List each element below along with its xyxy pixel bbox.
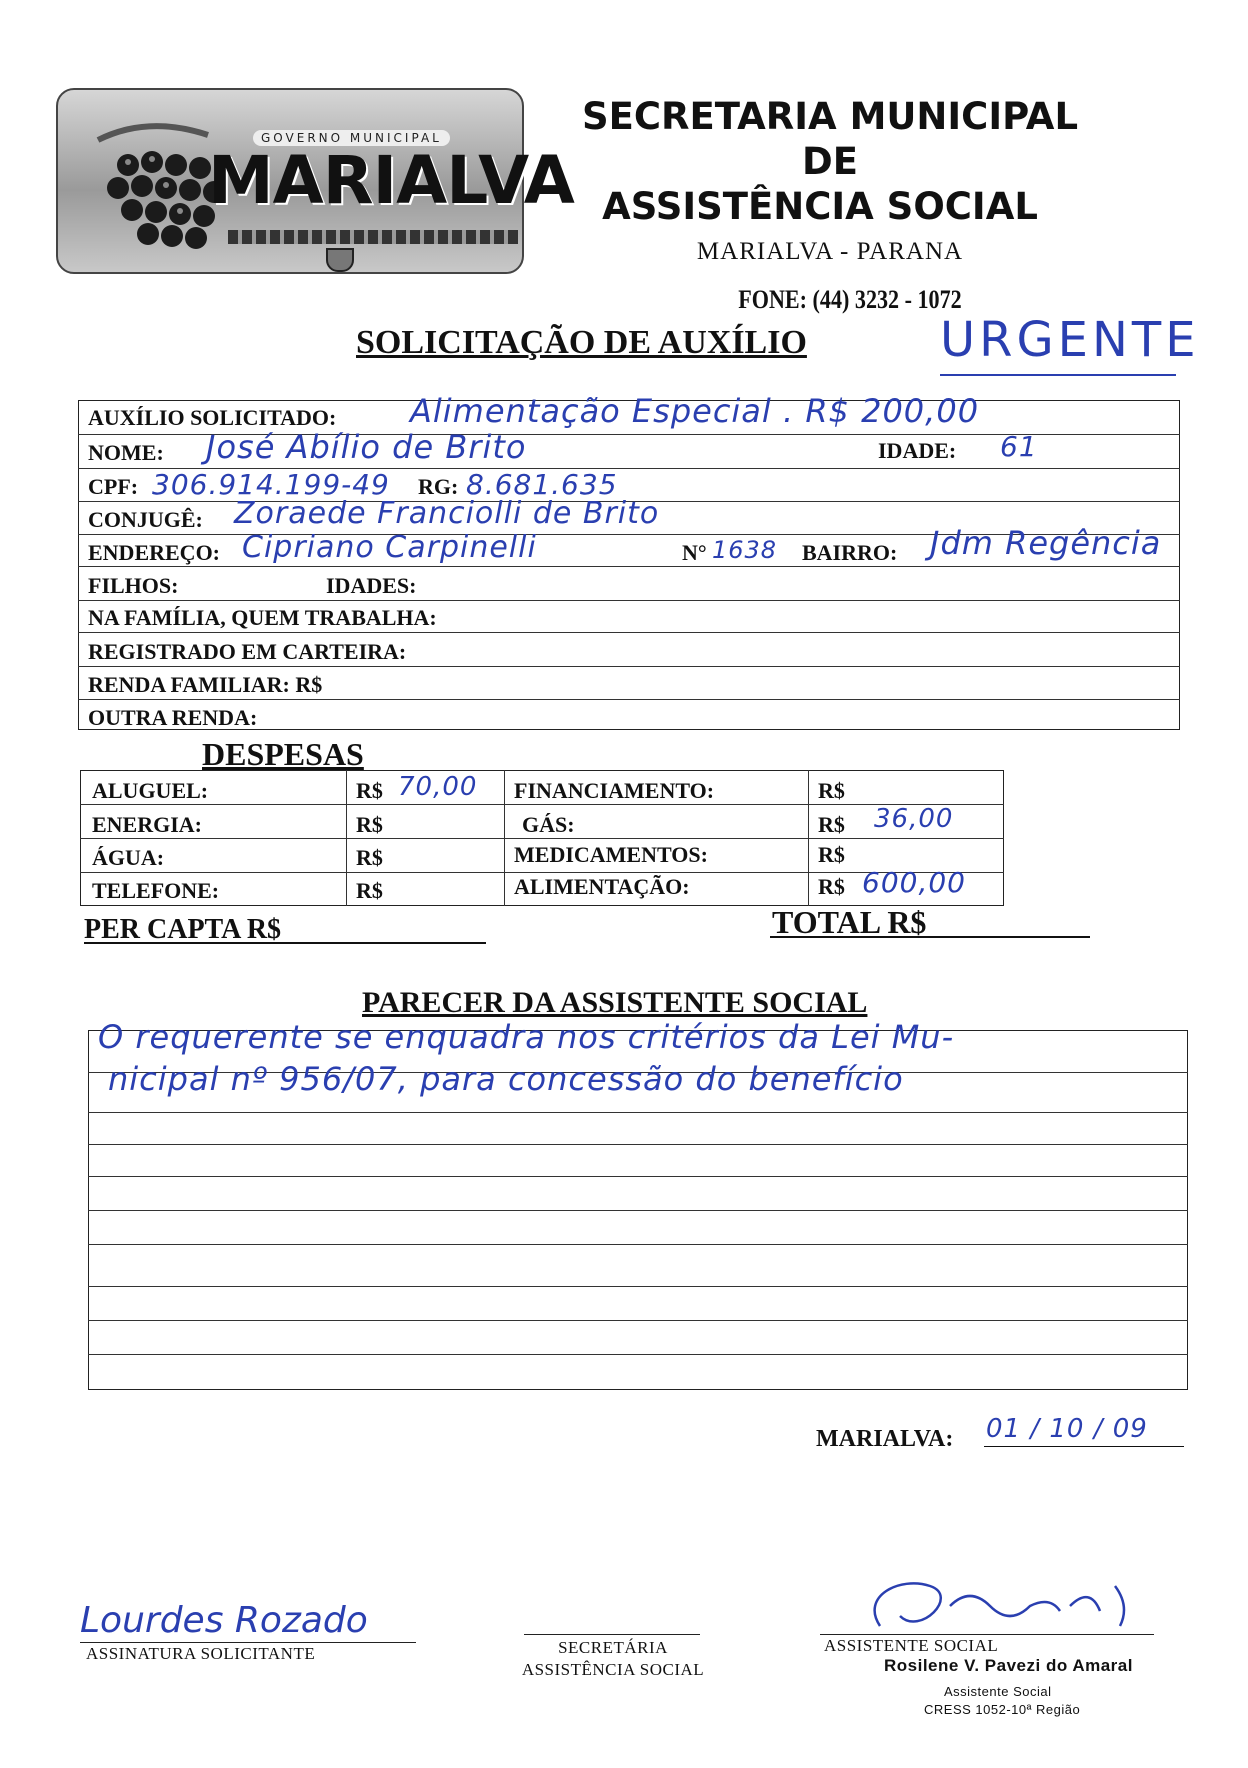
assistente-label: ASSISTENTE SOCIAL xyxy=(824,1636,999,1655)
secretaria-label-1: SECRETÁRIA xyxy=(558,1638,668,1657)
crest-icon xyxy=(326,248,354,272)
signature-line xyxy=(80,1642,416,1643)
bairro-label: BAIRRO: xyxy=(802,540,898,565)
total-line xyxy=(770,936,1090,938)
rg-value: 8.681.635 xyxy=(466,468,618,501)
table-col-divider xyxy=(808,770,809,906)
secretaria-label-2: ASSISTÊNCIA SOCIAL xyxy=(521,1660,705,1679)
row-divider xyxy=(78,632,1180,633)
urgent-underline xyxy=(940,374,1176,376)
header-line-1: SECRETARIA MUNICIPAL xyxy=(581,95,1079,138)
per-capta-label: PER CAPTA R$ xyxy=(84,914,282,945)
currency-label: R$ xyxy=(356,812,383,837)
currency-label: R$ xyxy=(818,812,845,837)
table-row-divider xyxy=(80,804,1004,805)
expense-value: 36,00 xyxy=(874,804,954,834)
nome-label: NOME: xyxy=(88,440,164,465)
nome-value: José Abílio de Brito xyxy=(206,428,527,466)
signature-line xyxy=(820,1634,1154,1635)
municipal-logo xyxy=(56,88,574,274)
parecer-line xyxy=(88,1112,1188,1113)
table-row-divider xyxy=(80,838,1004,839)
expense-label: ALUGUEL: xyxy=(92,778,209,803)
expense-label: TELEFONE: xyxy=(92,878,220,903)
parecer-line xyxy=(88,1210,1188,1211)
cpf-value: 306.914.199-49 xyxy=(152,468,390,501)
table-col-divider xyxy=(346,770,347,906)
logo-band xyxy=(228,230,518,244)
header-phone: FONE: (44) 3232 - 1072 xyxy=(738,285,962,314)
outra-renda-label: OUTRA RENDA: xyxy=(88,705,258,730)
header-line-2: DE xyxy=(802,140,858,183)
date-value: 01 / 10 / 09 xyxy=(986,1414,1148,1444)
row-divider xyxy=(78,566,1180,567)
cpf-label: CPF: xyxy=(88,474,139,499)
row-divider xyxy=(78,600,1180,601)
currency-label: R$ xyxy=(818,842,845,867)
expense-label: FINANCIAMENTO: xyxy=(514,778,715,803)
parecer-text-line-1: O requerente se enquadra nos critérios da Lei Mu- xyxy=(98,1018,955,1056)
renda-label: RENDA FAMILIAR: R$ xyxy=(88,672,323,697)
rg-label: RG: xyxy=(418,474,459,499)
currency-label: R$ xyxy=(818,874,845,899)
header-line-3: ASSISTÊNCIA SOCIAL xyxy=(602,185,1038,228)
auxilio-label: AUXÍLIO SOLICITADO: xyxy=(88,405,337,430)
filhos-label: FILHOS: xyxy=(88,573,179,598)
parecer-line xyxy=(88,1176,1188,1177)
per-capta-line xyxy=(84,942,486,944)
signature-line xyxy=(524,1634,700,1635)
parecer-line xyxy=(88,1354,1188,1355)
carteira-label: REGISTRADO EM CARTEIRA: xyxy=(88,639,407,664)
form-title: SOLICITAÇÃO DE AUXÍLIO xyxy=(356,324,807,361)
auxilio-value: Alimentação Especial . R$ 200,00 xyxy=(410,392,980,430)
expense-label: ALIMENTAÇÃO: xyxy=(514,874,690,899)
endereco-value: Cipriano Carpinelli xyxy=(242,530,537,565)
numero-label: N° xyxy=(682,540,707,565)
expense-label: ÁGUA: xyxy=(92,845,165,870)
parecer-line xyxy=(88,1320,1188,1321)
assistente-stamp-name: Rosilene V. Pavezi do Amaral xyxy=(884,1656,1133,1675)
assistente-stamp-role: Assistente Social xyxy=(944,1684,1052,1699)
date-label: MARIALVA: xyxy=(816,1426,954,1452)
expense-label: MEDICAMENTOS: xyxy=(514,842,708,867)
expense-value: 600,00 xyxy=(862,866,966,899)
idade-value: 61 xyxy=(1000,430,1038,463)
logo-city-name: MARIALVA xyxy=(208,142,574,219)
row-divider xyxy=(78,666,1180,667)
currency-label: R$ xyxy=(356,845,383,870)
conjuge-value: Zoraede Franciolli de Brito xyxy=(234,496,660,531)
currency-label: R$ xyxy=(356,778,383,803)
row-divider xyxy=(78,699,1180,700)
logo-government-label: GOVERNO MUNICIPAL xyxy=(253,130,450,146)
header-city: MARIALVA - PARANA xyxy=(696,238,964,265)
parecer-title: PARECER DA ASSISTENTE SOCIAL xyxy=(362,986,868,1019)
despesas-title: DESPESAS xyxy=(202,736,364,772)
table-col-divider xyxy=(504,770,505,906)
parecer-line xyxy=(88,1144,1188,1145)
parecer-text-line-2: nicipal nº 956/07, para concessão do benefício xyxy=(108,1060,904,1098)
urgent-note: URGENTE xyxy=(940,312,1200,368)
expense-label: ENERGIA: xyxy=(92,812,203,837)
currency-label: R$ xyxy=(818,778,845,803)
quem-trabalha-label: NA FAMÍLIA, QUEM TRABALHA: xyxy=(88,605,437,630)
conjuge-label: CONJUGÊ: xyxy=(88,507,203,532)
endereco-label: ENDEREÇO: xyxy=(88,540,221,565)
numero-value: 1638 xyxy=(712,536,778,564)
date-line xyxy=(984,1446,1184,1447)
expense-value: 70,00 xyxy=(398,772,478,802)
solicitante-label: ASSINATURA SOLICITANTE xyxy=(86,1644,316,1663)
idades-label: IDADES: xyxy=(326,573,417,598)
idade-label: IDADE: xyxy=(878,438,957,463)
parecer-line xyxy=(88,1286,1188,1287)
parecer-line xyxy=(88,1244,1188,1245)
solicitante-signature: Lourdes Rozado xyxy=(80,1600,368,1641)
currency-label: R$ xyxy=(356,878,383,903)
assistente-stamp-reg: CRESS 1052-10ª Região xyxy=(924,1702,1081,1717)
bairro-value: Jdm Regência xyxy=(930,524,1162,562)
total-label: TOTAL R$ xyxy=(772,904,927,940)
expense-label: GÁS: xyxy=(522,812,575,837)
